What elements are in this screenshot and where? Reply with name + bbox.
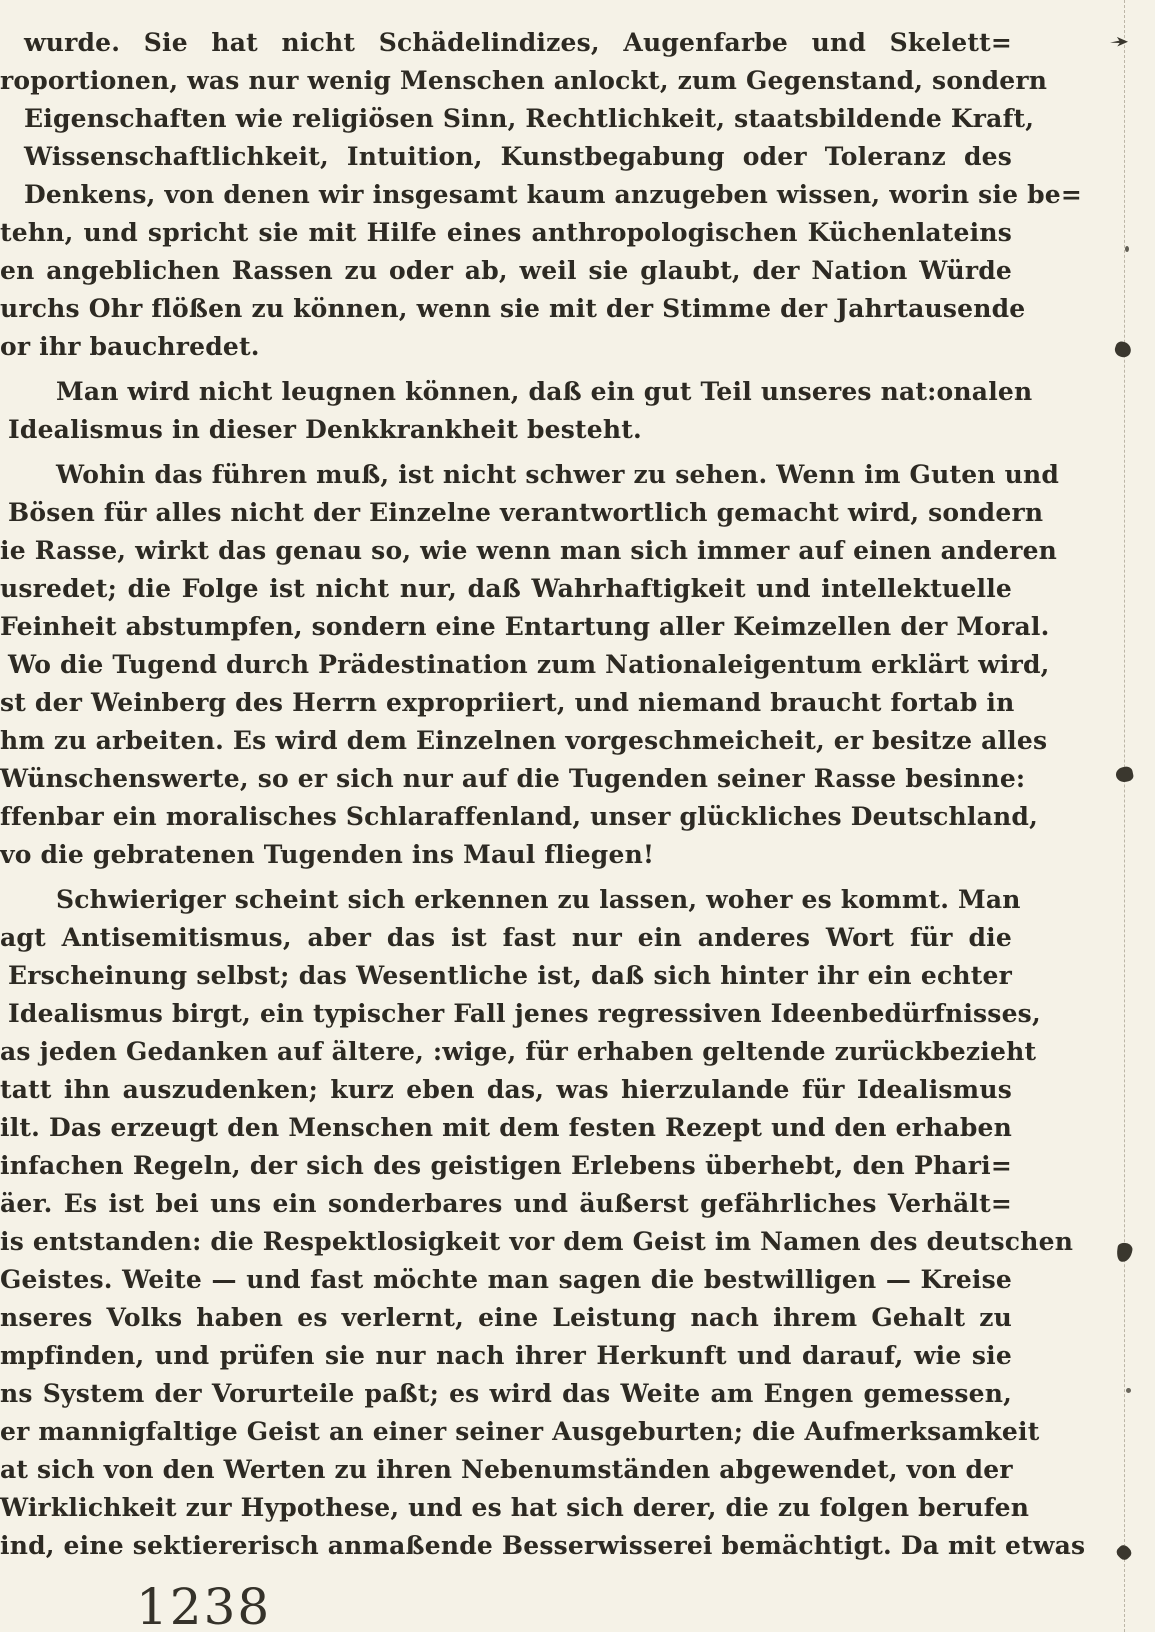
page-edge-dashed-line [1124,0,1125,1632]
text-line: Idealismus birgt, ein typischer Fall jenes regressiven Ideenbedürfnisses, [8,999,1041,1028]
text-line: tehn, und spricht sie mit Hilfe eines anthropologischen Küchenlateins [0,218,1012,247]
text-line: Idealismus in dieser Denkkrankheit besteht. [8,415,642,444]
text-line: st der Weinberg des Herrn expropriiert, und niemand braucht fortab in [0,688,1015,717]
text-line: Wo die Tugend durch Prädestination zum Nationaleigentum erklärt wird, [8,650,1050,679]
text-line: usredet; die Folge ist nicht nur, daß Wahrhaftigkeit und intellektuelle [0,574,1012,603]
text-line: er mannigfaltige Geist an einer seiner Ausgeburten; die Aufmerksamkeit [0,1417,1040,1446]
text-line: roportionen, was nur wenig Menschen anlockt, zum Gegenstand, sondern [0,66,1048,95]
text-line: ind, eine sektiererisch anmaßende Besserwisserei bemächtigt. Da mit etwas [0,1531,1086,1560]
text-line: hm zu arbeiten. Es wird dem Einzelnen vorgeschmeicheit, er besitze alles [0,726,1048,755]
text-line: tatt ihn auszudenken; kurz eben das, was hierzulande für Idealismus [0,1075,1012,1104]
text-line: Man wird nicht leugnen können, daß ein gut Teil unseres nat:onalen [56,377,1033,406]
ink-speck-small-1 [1125,246,1129,252]
text-line: Wünschenswerte, so er sich nur auf die Tugenden seiner Rasse besinne: [0,764,1026,793]
text-line: Feinheit abstumpfen, sondern eine Entartung aller Keimzellen der Moral. [0,612,1050,641]
text-line: mpfinden, und prüfen sie nur nach ihrer Herkunft und darauf, wie sie [0,1341,1012,1370]
text-line: ie Rasse, wirkt das genau so, wie wenn man sich immer auf einen anderen [0,536,1058,565]
ink-speck-small-2 [1126,1388,1131,1393]
text-line: ffenbar ein moralisches Schlaraffenland, unser glückliches Deutschland, [0,802,1038,831]
text-line: Wirklichkeit zur Hypothese, und es hat sich derer, die zu folgen berufen [0,1493,1030,1522]
text-line: agt Antisemitismus, aber das ist fast nur ein anderes Wort für die [0,923,1012,952]
text-line: Schwieriger scheint sich erkennen zu lassen, woher es kommt. Man [56,885,1021,914]
ink-blob-3 [1116,1242,1133,1263]
ink-blob-2 [1115,765,1135,783]
text-line: is entstanden: die Respektlosigkeit vor dem Geist im Namen des deutschen [0,1227,1074,1256]
page-number: 1238 [136,1578,272,1632]
ink-speck-arrow [1110,36,1128,47]
text-line: äer. Es ist bei uns ein sonderbares und äußerst gefährliches Verhält= [0,1189,1012,1218]
ink-blob-4 [1114,1543,1133,1562]
text-line: at sich von den Werten zu ihren Nebenumständen abgewendet, von der [0,1455,1013,1484]
ink-blob-1 [1113,340,1133,359]
text-line: ilt. Das erzeugt den Menschen mit dem festen Rezept und den erhaben [0,1113,1012,1142]
text-line: Wohin das führen muß, ist nicht schwer zu sehen. Wenn im Guten und [56,460,1060,489]
text-line: Erscheinung selbst; das Wesentliche ist, daß sich hinter ihr ein echter [8,961,1012,990]
text-line: Eigenschaften wie religiösen Sinn, Rechtlichkeit, staatsbildende Kraft, [24,104,1035,133]
text-line: Denkens, von denen wir insgesamt kaum anzugeben wissen, worin sie be= [24,180,1083,209]
text-line: vo die gebratenen Tugenden ins Maul fliegen! [0,840,655,869]
text-line: Geistes. Weite — und fast möchte man sagen die bestwilligen — Kreise [0,1265,1012,1294]
text-block [0,24,1086,1565]
text-line: ns System der Vorurteile paßt; es wird das Weite am Engen gemessen, [0,1379,1012,1408]
text-line: wurde. Sie hat nicht Schädelindizes, Augenfarbe und Skelett= [24,28,1012,57]
text-line: Bösen für alles nicht der Einzelne verantwortlich gemacht wird, sondern [8,498,1044,527]
text-line: Wissenschaftlichkeit, Intuition, Kunstbegabung oder Toleranz des [24,142,1012,171]
text-line: urchs Ohr flößen zu können, wenn sie mit der Stimme der Jahrtausende [0,294,1026,323]
text-line: en angeblichen Rassen zu oder ab, weil sie glaubt, der Nation Würde [0,256,1012,285]
text-line: nseres Volks haben es verlernt, eine Leistung nach ihrem Gehalt zu [0,1303,1012,1332]
text-line: or ihr bauchredet. [0,332,260,361]
text-line: infachen Regeln, der sich des geistigen Erlebens überhebt, den Phari= [0,1151,1012,1180]
text-line: as jeden Gedanken auf ältere, :wige, für erhaben geltende zurückbezieht [0,1037,1037,1066]
